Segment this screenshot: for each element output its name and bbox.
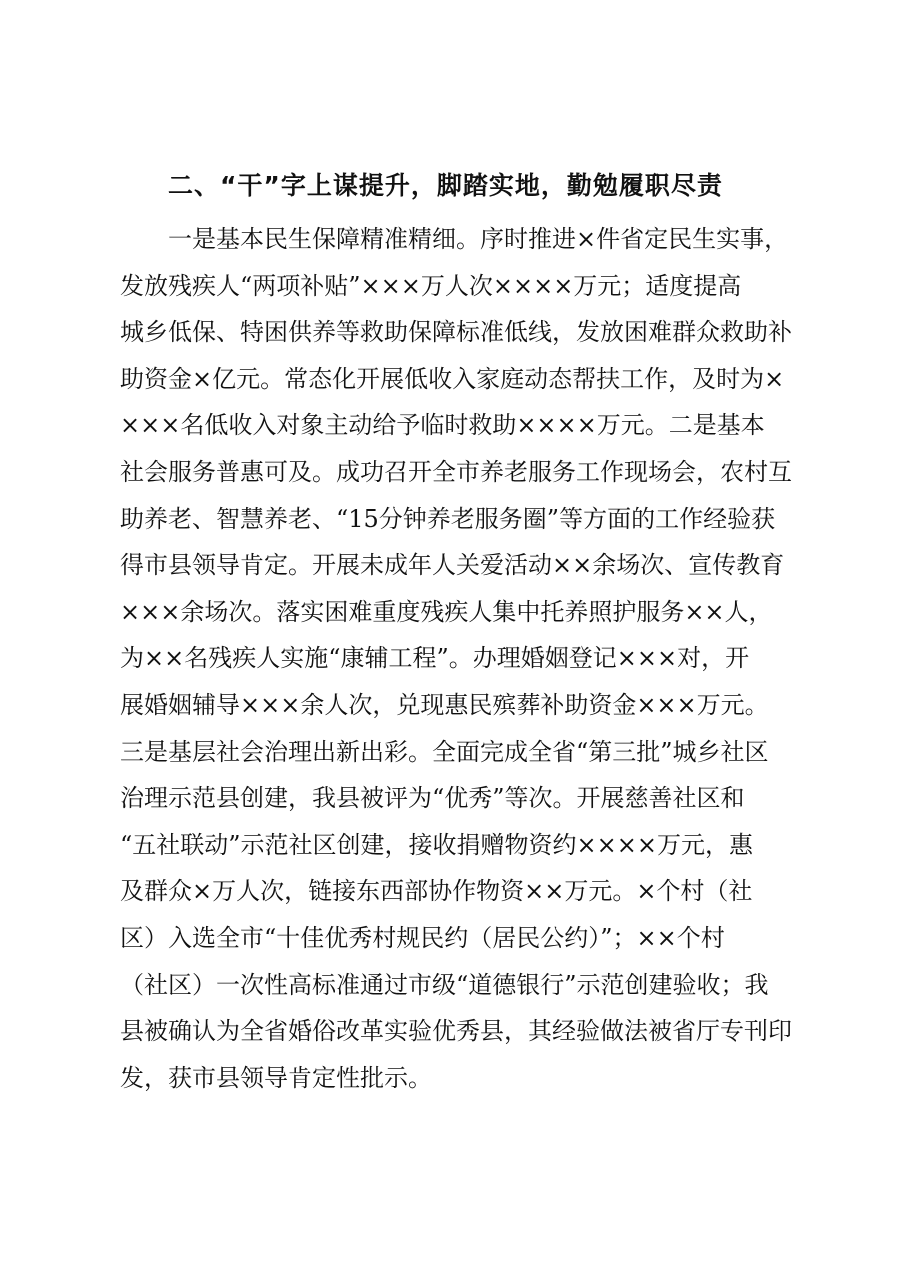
text-line: 助养老、智慧养老、“15分钟养老服务圈”等方面的工作经验获 bbox=[120, 504, 776, 533]
text-line: 展婚姻辅导×××余人次，兑现惠民殡葬补助资金×××万元。 bbox=[120, 690, 769, 719]
body-paragraph bbox=[120, 216, 810, 1101]
text-line: “五社联动”示范社区创建，接收捐赠物资约××××万元，惠 bbox=[120, 830, 753, 859]
text-line: 治理示范县创建，我县被评为“优秀”等次。开展慈善社区和 bbox=[120, 784, 745, 813]
text-line: 发，获市县领导肯定性批示。 bbox=[120, 1063, 432, 1092]
text-line: 得市县领导肯定。开展未成年人关爱活动××余场次、宣传教育 bbox=[120, 551, 785, 580]
text-line: 为××名残疾人实施“康辅工程”。办理婚姻登记×××对，开 bbox=[120, 644, 750, 673]
text-line: 一是基本民生保障精准精细。序时推进×件省定民生实事， bbox=[120, 225, 789, 253]
text-line: 助资金×亿元。常态化开展低收入家庭动态帮扶工作，及时为× bbox=[120, 364, 785, 393]
text-line: 区）入选全市“十佳优秀村规民约（居民公约）”；××个村 bbox=[120, 923, 725, 952]
text-line: ×××余场次。落实困难重度残疾人集中托养照护服务××人， bbox=[120, 597, 773, 626]
text-line: ×××名低收入对象主动给予临时救助××××万元。二是基本 bbox=[120, 411, 765, 440]
text-line: 县被确认为全省婚俗改革实验优秀县，其经验做法被省厅专刊印 bbox=[120, 1017, 792, 1046]
text-line: 城乡低保、特困供养等救助保障标准低线，发放困难群众救助补 bbox=[120, 318, 792, 347]
section-heading: 二、“干”字上谋提升，脚踏实地，勤勉履职尽责 bbox=[168, 171, 723, 200]
text-line: 及群众×万人次，链接东西部协作物资××万元。×个村（社 bbox=[120, 877, 753, 906]
text-line: 社会服务普惠可及。成功召开全市养老服务工作现场会，农村互 bbox=[120, 457, 792, 486]
text-line: 三是基层社会治理出新出彩。全面完成全省“第三批”城乡社区 bbox=[120, 737, 769, 766]
text-line: （社区）一次性高标准通过市级“道德银行”示范创建验收；我 bbox=[120, 970, 769, 999]
text-line: 发放残疾人“两项补贴”×××万人次××××万元；适度提高 bbox=[120, 271, 742, 300]
